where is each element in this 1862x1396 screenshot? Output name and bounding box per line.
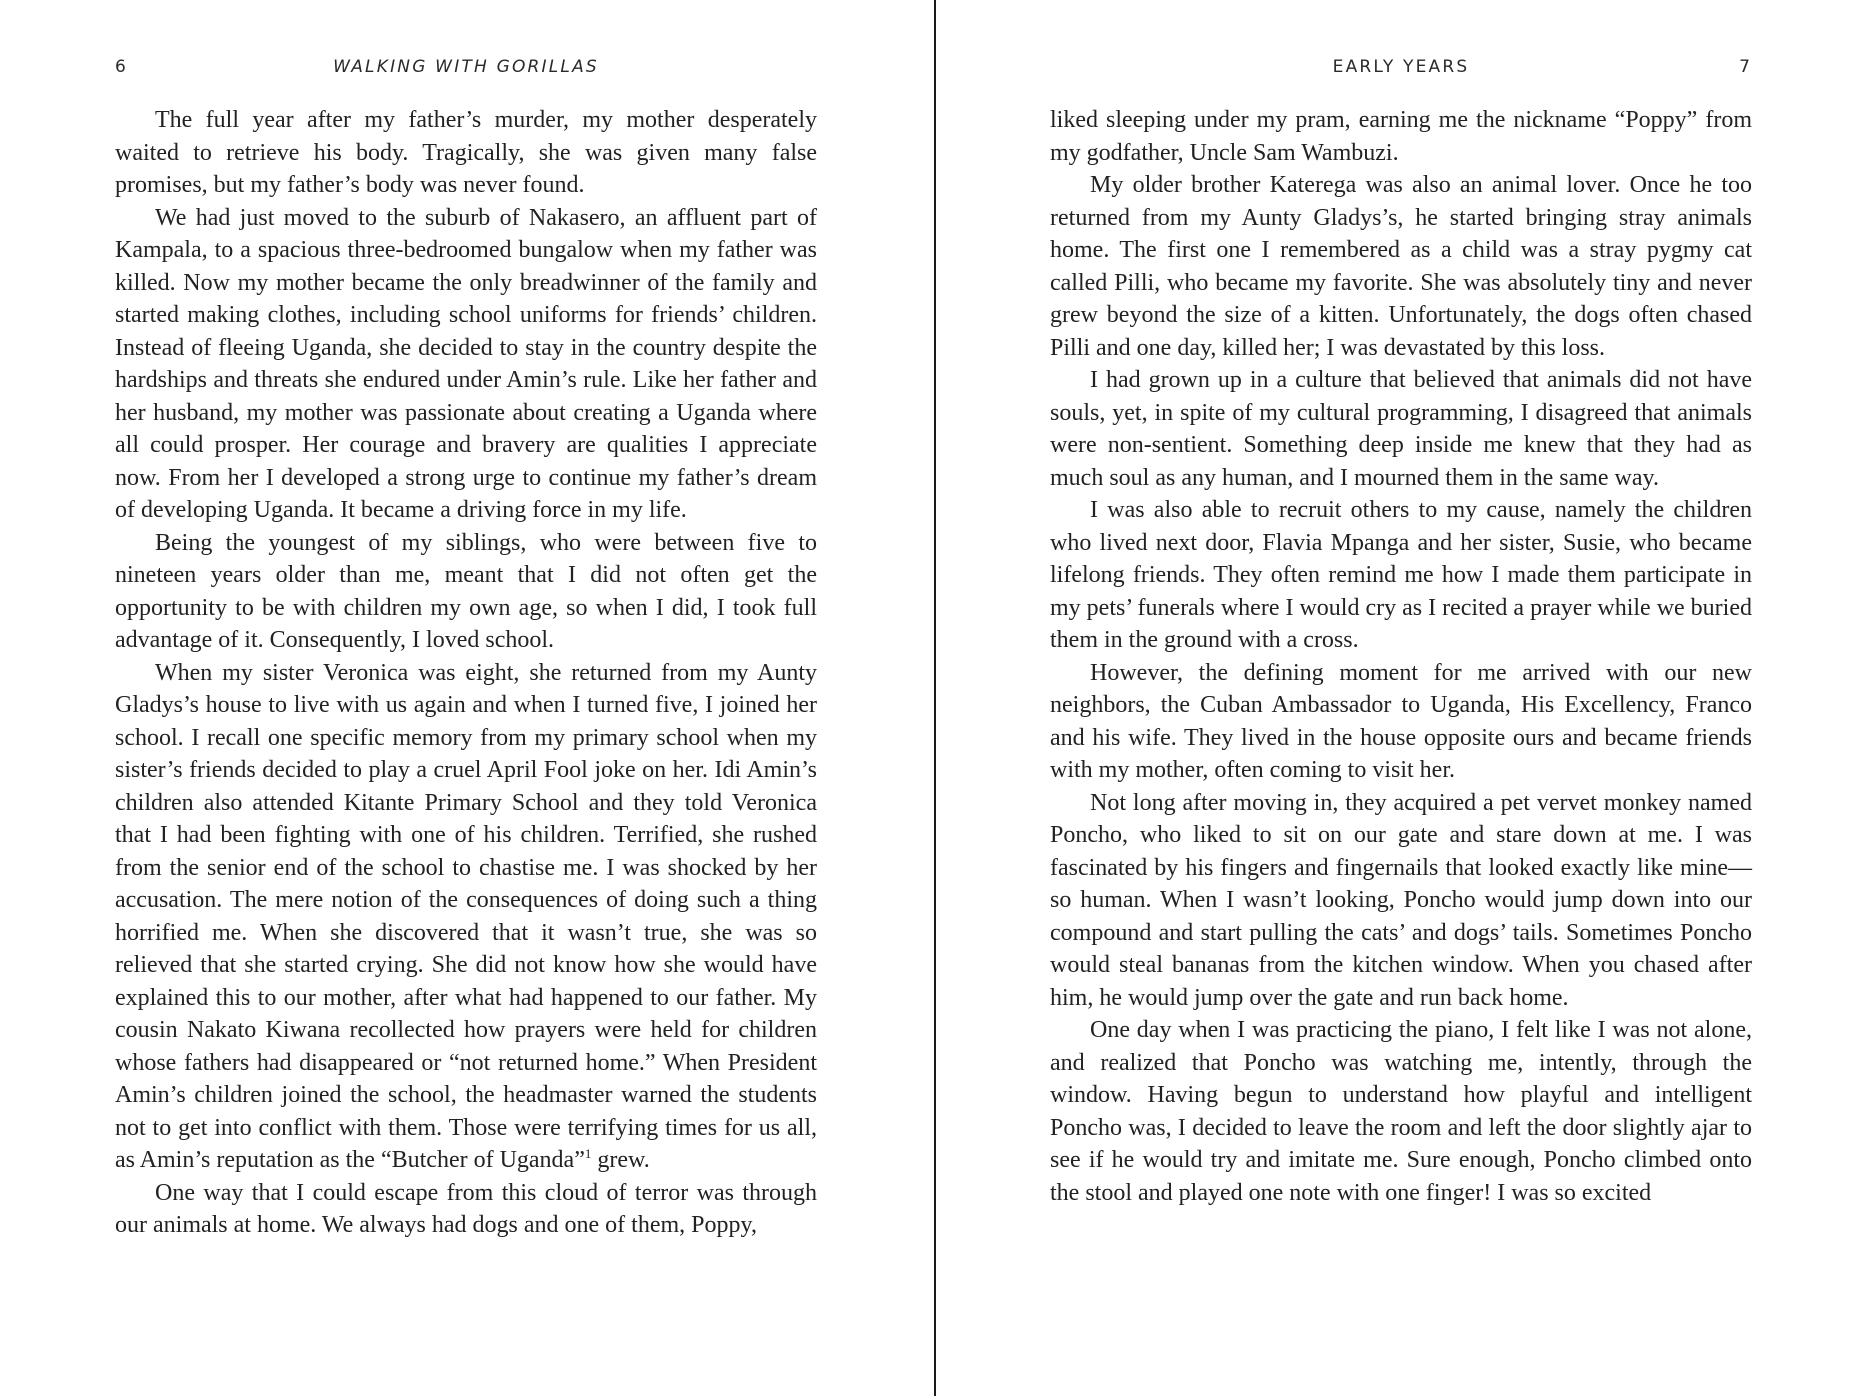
chapter-title-header: EARLY YEARS (1332, 57, 1470, 77)
paragraph: I had grown up in a culture that believed that animals did not have souls, yet, in spite of my cultural programming, I disagreed that animals were non-sentient. Something deep inside me knew that they had as much soul as any human, and I mourned them in the same way. (1050, 367, 1752, 491)
left-running-head (115, 57, 817, 83)
left-body-text (115, 104, 817, 1242)
paragraph-text: grew. (591, 1147, 650, 1173)
page-number: 6 (115, 57, 126, 77)
paragraph: One way that I could escape from this cloud of terror was through our animals at home. We always had dogs and one of them, Poppy, (115, 1179, 817, 1238)
page-gutter-divider (934, 0, 936, 1396)
paragraph: One day when I was practicing the piano, I felt like I was not alone, and realized that Poncho was watching me, intently, through the window. Having begun to understand how playful and intelligent Poncho was, I decided to leave the room and left the door slightly ajar to see if he would try and imitate me. Sure enough, Poncho climbed onto the stool and played one note with one finger! I was so excited (1050, 1017, 1752, 1206)
left-page (115, 0, 817, 1396)
right-body-text (1050, 104, 1752, 1209)
paragraph: Not long after moving in, they acquired a pet vervet monkey named Poncho, who liked to sit on our gate and stare down at me. I was fascinated by his fingers and fingernails that looked exactly like mine—so human. When I wasn’t looking, Poncho would jump down into our compound and start pulling the cats’ and dogs’ tails. Sometimes Poncho would steal bananas from the kitchen window. When you chased after him, he would jump over the gate and run back home. (1050, 789, 1752, 1011)
paragraph: I was also able to recruit others to my cause, namely the children who lived next door, Flavia Mpanga and her sister, Susie, who became lifelong friends. They often remind me how I made them participate in my pets’ funerals where I would cry as I recited a prayer while we buried them in the ground with a cross. (1050, 497, 1752, 653)
paragraph: We had just moved to the suburb of Nakasero, an affluent part of Kampala, to a spacious three-bedroomed bungalow when my father was killed. Now my mother became the only breadwinner of the family and started making clothes, including school uniforms for friends’ children. Instead of fleeing Uganda, she decided to stay in the country despite the hardships and threats she endured under Amin’s rule. Like her father and her husband, my mother was passionate about creating a Uganda where all could prosper. Her courage and bravery are qualities I appreciate now. From her I developed a strong urge to continue my father’s dream of developing Uganda. It became a driving force in my life. (115, 204, 817, 523)
book-title-header: WALKING WITH GORILLAS (333, 57, 599, 77)
footnote-reference: 1 (584, 1146, 592, 1161)
right-page (1050, 0, 1752, 1396)
paragraph: The full year after my father’s murder, my mother desperately waited to retrieve his body. Tragically, she was given many false promises, but my father’s body was never found. (115, 107, 817, 198)
paragraph-continuation: liked sleeping under my pram, earning me the nickname “Poppy” from my godfather, Uncle Sam Wambuzi. (1050, 107, 1752, 166)
paragraph-text: When my sister Veronica was eight, she returned from my Aunty Gladys’s house to live with us again and when I turned five, I joined her school. I recall one specific memory from my primary school when my sister’s friends decided to play a cruel April Fool joke on her. Idi Amin’s children also attended Kitante Primary School and they told Veronica that I had been fighting with one of his children. Terrified, she rushed from the senior end of the school to chastise me. I was shocked by her accusation. The mere notion of the consequences of doing such a thing horrified me. When she discovered that it wasn’t true, she was so relieved that she started crying. She did not know how she would have explained this to our mother, after what had happened to our father. My cousin Nakato Kiwana recollected how prayers were held for children whose fathers had disappeared or “not returned home.” When President Amin’s children joined the school, the headmaster warned the students not to get into conflict with them. Those were terrifying times for us all, as Amin’s reputation as the “Butcher of Uganda” (115, 659, 817, 1173)
paragraph (115, 657, 817, 1177)
paragraph: Being the youngest of my siblings, who were between five to nineteen years older than me, meant that I did not often get the opportunity to be with children my own age, so when I did, I took full advantage of it. Consequently, I loved school. (115, 529, 817, 653)
page-number: 7 (1739, 57, 1750, 77)
paragraph: However, the defining moment for me arrived with our new neighbors, the Cuban Ambassador to Uganda, His Excellency, Franco and his wife. They lived in the house opposite ours and became friends with my mother, often coming to visit her. (1050, 659, 1752, 783)
paragraph: My older brother Katerega was also an animal lover. Once he too returned from my Aunty Gladys’s, he started bringing stray animals home. The first one I remembered as a child was a stray pygmy cat called Pilli, who became my favorite. She was absolutely tiny and never grew beyond the size of a kitten. Unfortunately, the dogs often chased Pilli and one day, killed her; I was devastated by this loss. (1050, 172, 1752, 361)
right-running-head (1050, 57, 1752, 83)
